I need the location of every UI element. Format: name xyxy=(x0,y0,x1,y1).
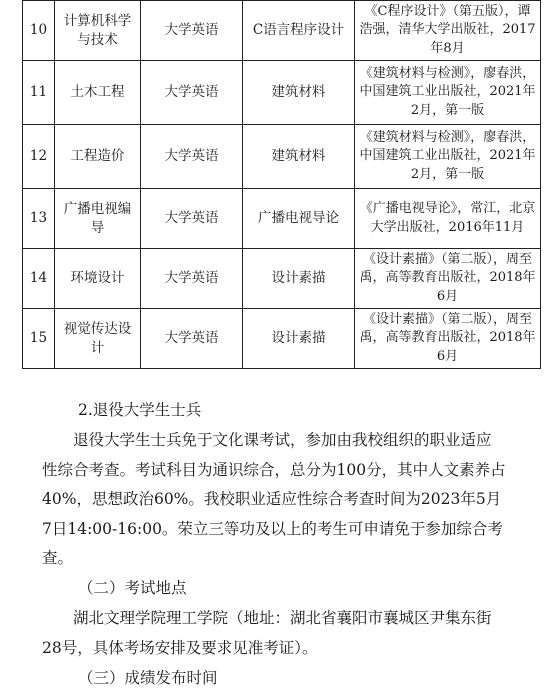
row-number: 13 xyxy=(23,189,55,249)
row-number: 12 xyxy=(23,125,55,189)
subject-two: 建筑材料 xyxy=(243,61,355,125)
table-row xyxy=(23,61,541,125)
subject-two: 建筑材料 xyxy=(243,125,355,189)
major-name: 环境设计 xyxy=(55,249,141,309)
subject-one: 大学英语 xyxy=(141,61,243,125)
major-name: 土木工程 xyxy=(55,61,141,125)
subject-one: 大学英语 xyxy=(141,249,243,309)
major-name: 视觉传达设计 xyxy=(55,309,141,369)
subject-two: C语言程序设计 xyxy=(243,1,355,61)
reference-book: 《C程序设计》（第五版），谭浩强，清华大学出版社，2017年8月 xyxy=(355,1,541,61)
row-number: 14 xyxy=(23,249,55,309)
table-row xyxy=(23,249,541,309)
subject-one: 大学英语 xyxy=(141,189,243,249)
subject-two: 广播电视导论 xyxy=(243,189,355,249)
section-heading-veteran-students: 2.退役大学生士兵 xyxy=(78,401,202,419)
subject-one: 大学英语 xyxy=(141,309,243,369)
section-heading-exam-location: （二）考试地点 xyxy=(78,579,187,597)
row-number: 11 xyxy=(23,61,55,125)
major-name: 工程造价 xyxy=(55,125,141,189)
table-row xyxy=(23,125,541,189)
reference-book: 《建筑材料与检测》，廖春洪，中国建筑工业出版社，2021年2月，第一版 xyxy=(355,61,541,125)
row-number: 10 xyxy=(23,1,55,61)
section-heading-results-release: （三）成绩发布时间 xyxy=(78,669,218,687)
table-row xyxy=(23,189,541,249)
major-name: 广播电视编导 xyxy=(55,189,141,249)
subject-two: 设计素描 xyxy=(243,309,355,369)
reference-book: 《设计素描》（第二版），周至禹，高等教育出版社，2018年6月 xyxy=(355,249,541,309)
row-number: 15 xyxy=(23,309,55,369)
table-row xyxy=(23,1,541,61)
reference-book: 《建筑材料与检测》，廖春洪，中国建筑工业出版社，2021年2月，第一版 xyxy=(355,125,541,189)
table-row xyxy=(23,309,541,369)
exam-location-paragraph: 湖北文理学院理工学院（地址：湖北省襄阳市襄城区尹集东街28号，具体考场安排及要求见准考证）。 xyxy=(42,609,492,657)
subject-one: 大学英语 xyxy=(141,1,243,61)
exam-subject-table xyxy=(22,0,541,369)
veteran-students-paragraph: 退役大学生士兵免于文化课考试，参加由我校组织的职业适应性综合考查。考试科目为通识综合，总分为100分，其中人文素养占40%，思想政治60%。我校职业适应性综合考查时间为2023年5月7日14:00-16:00。荣立三等功及以上的考生可申请免于参加综合考查。 xyxy=(42,431,506,567)
subject-one: 大学英语 xyxy=(141,125,243,189)
major-name: 计算机科学与技术 xyxy=(55,1,141,61)
subject-two: 设计素描 xyxy=(243,249,355,309)
reference-book: 《广播电视导论》，常江，北京大学出版社，2016年11月 xyxy=(355,189,541,249)
reference-book: 《设计素描》（第二版），周至禹，高等教育出版社，2018年6月 xyxy=(355,309,541,369)
